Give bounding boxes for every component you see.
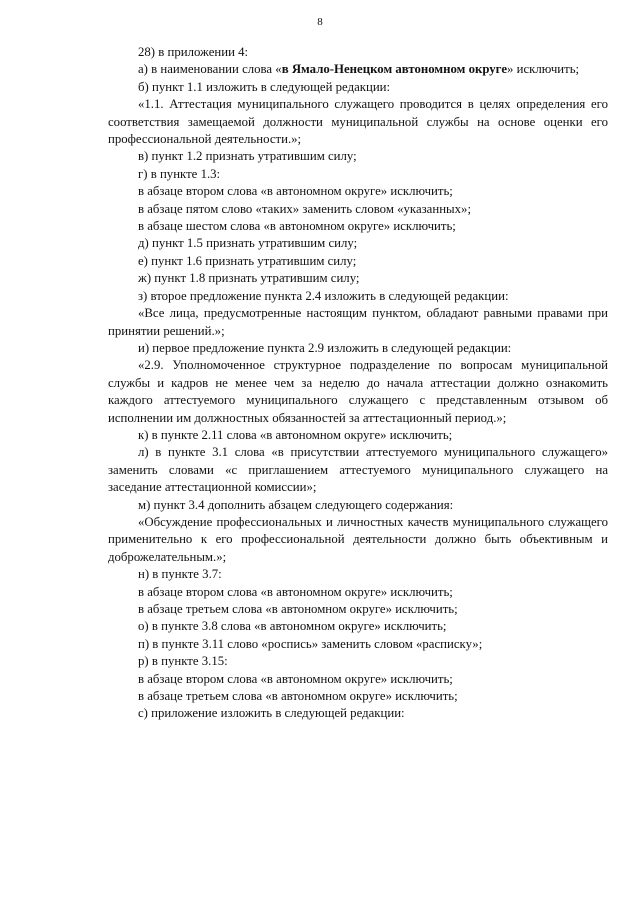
item-r-2: в абзаце третьем слова «в автономном округе» исключить;: [138, 689, 458, 704]
item-s: с) приложение изложить в следующей редакции:: [138, 706, 405, 721]
item-a: [108, 61, 608, 78]
item-g: г) в пункте 1.3:: [138, 166, 221, 181]
item-k: к) в пункте 2.11 слова «в автономном округе» исключить;: [138, 427, 453, 442]
item-z: з) второе предложение пункта 2.4 изложить в следующей редакции:: [138, 288, 509, 303]
item-o: о) в пункте 3.8 слова «в автономном округе» исключить;: [138, 619, 447, 634]
item-n: н) в пункте 3.7:: [138, 567, 222, 582]
item-g-2: в абзаце пятом слово «таких» заменить словом «указанных»;: [138, 201, 471, 216]
item-e: е) пункт 1.6 признать утратившим силу;: [138, 253, 357, 268]
item-r-1: в абзаце втором слова «в автономном округе» исключить;: [138, 671, 453, 686]
item-28: 28) в приложении 4:: [138, 45, 249, 59]
item-a-prefix: а) в наименовании слова «: [138, 62, 282, 77]
item-i: и) первое предложение пункта 2.9 изложить в следующей редакции:: [138, 340, 512, 355]
item-g-1: в абзаце втором слова «в автономном округе» исключить;: [138, 184, 453, 199]
item-z-quote: «Все лица, предусмотренные настоящим пунктом, обладают равными правами при принятии решений.»;: [108, 306, 608, 338]
item-b: б) пункт 1.1 изложить в следующей редакции:: [138, 79, 391, 94]
item-n-1: в абзаце втором слова «в автономном округе» исключить;: [138, 584, 453, 599]
item-m: м) пункт 3.4 дополнить абзацем следующего содержания:: [138, 497, 454, 512]
item-b-quote: «1.1. Аттестация муниципального служащего проводится в целях определения его соответствия замещаемой должности муниципальной службы на основе оценки его профессиональной деятельности.»;: [108, 97, 608, 147]
item-m-quote: «Обсуждение профессиональных и личностных качеств муниципального служащего применительно к его профессиональной деятельности должно быть объективным и доброжелательным.»;: [108, 514, 608, 564]
item-n-2: в абзаце третьем слова «в автономном округе» исключить;: [138, 602, 458, 616]
item-a-suffix: » исключить;: [507, 62, 580, 77]
item-zh: ж) пункт 1.8 признать утратившим силу;: [138, 271, 360, 286]
item-a-bold-text: в Ямало-Ненецком автономном округе: [281, 62, 508, 77]
item-l: л) в пункте 3.1 слова «в присутствии аттестуемого муниципального служащего» заменить словами «с приглашением аттестуемого муниципального служащего на заседание аттестационной комиссии»;: [108, 445, 608, 495]
document-body: [108, 44, 608, 723]
item-d: д) пункт 1.5 признать утратившим силу;: [138, 236, 358, 251]
item-v: в) пункт 1.2 признать утратившим силу;: [138, 149, 357, 164]
item-g-3: в абзаце шестом слова «в автономном округе» исключить;: [138, 219, 456, 234]
page-number: 8: [317, 16, 323, 28]
item-i-quote: «2.9. Уполномоченное структурное подразделение по вопросам муниципальной службы и кадров не менее чем за неделю до начала аттестации должно ознакомить каждого аттестуемого муниципального служащего с представленным отзывом об исполнении им должностных обязанностей за аттестационный период.»;: [108, 358, 608, 425]
item-r: р) в пункте 3.15:: [138, 654, 228, 669]
item-p: п) в пункте 3.11 слово «роспись» заменить словом «расписку»;: [138, 636, 483, 651]
